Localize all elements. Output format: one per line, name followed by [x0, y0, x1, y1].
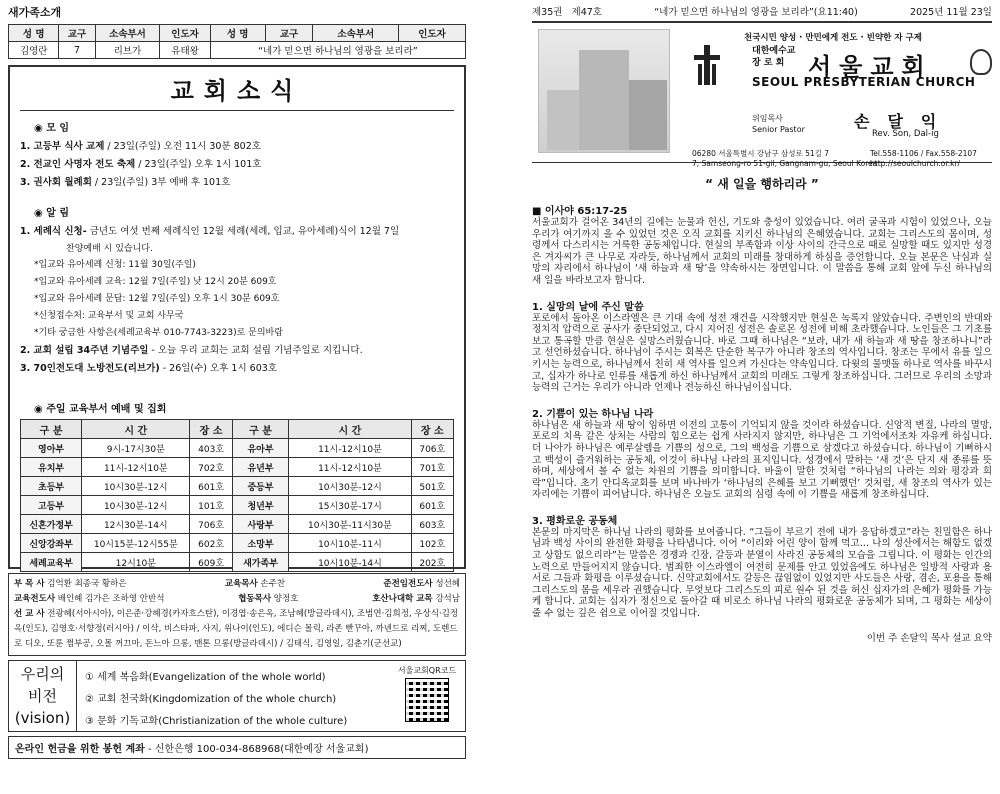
- vision-label: 우리의 비전 (vision): [9, 661, 77, 731]
- pastor-name: 손달익: [854, 112, 955, 131]
- church-name: 서울교회: [808, 52, 933, 81]
- bulletin-date: 2025년 11월 23일: [910, 7, 992, 18]
- cross-icon: [692, 45, 722, 85]
- sermon-footer: 이번 주 손달익 목사 설교 요약: [866, 632, 992, 644]
- header-verse: “네가 믿으면 하나님의 영광을 보리라”(요11:40): [654, 7, 858, 18]
- fam-motto: “네가 믿으면 하나님의 영광을 보리라”: [210, 42, 465, 59]
- notice-item: 1. 세례식 신청- 금년도 여섯 번째 세례식인 12월 세례(세례, 입교, 유아세례)식이 12월 7일: [20, 226, 400, 237]
- sermon-heading: 1. 실망의 날에 주신 말씀: [532, 301, 644, 313]
- notice-detail: *입교와 유아세례 문답: 12월 7일(주일) 오후 1시 30분 609호: [34, 294, 280, 304]
- fam-header: 교구: [59, 25, 95, 42]
- sermon-title: “ 새 일을 행하리라 ”: [705, 177, 819, 191]
- sched-header: 시 간: [82, 420, 190, 439]
- sermon-passage: ■ 이사야 65:17-25: [532, 206, 628, 217]
- emblem-icon: [970, 49, 992, 75]
- table-row: 고등부 10시30분-12시 101호 청년부 15시30분-17시 601호: [21, 496, 454, 515]
- staff-box: [8, 573, 466, 656]
- notice-detail: *신청접수처: 교육부서 및 교회 사무국: [34, 311, 184, 321]
- church-news-title: 교회소식: [20, 71, 454, 111]
- fam-header: 인도자: [160, 25, 210, 42]
- fam-header: 교구: [265, 25, 313, 42]
- bullet-icon: ◉: [34, 208, 47, 219]
- sermon-intro: 서울교회가 걸어온 34년의 길에는 눈물과 헌신, 기도와 충성이 있었습니다. 여러 굴곡과 시험이 있었으나, 오늘 우리가 여기까지 올 수 있었던 것은 오직 교회를 지키신 하나님의 은혜였습니다. 교회는 그리스도의 몸이며, 성령께서 다스리시는 거룩한 공동체입니다. 현실의 부족함과 이상 사이의 간극으로 때로 실망할 때도 있지만 성경은 겨자씨가 큰 나무로 자라듯, 하나님께서 교회의 미래를 창대하게 하심을 증언합니다. 오늘 본문은 낙심과 실망의 자리에서 하나님이 ‘새 하늘과 새 땅’을 약속하시는 장면입니다. 이 말씀을 통해 교회 앞에 두신 하나님의 새 일을 바라보고자 합니다.: [532, 217, 992, 286]
- sched-header: 장 소: [190, 420, 232, 439]
- table-row: 신혼가정부 12시30분-14시 706호 사랑부 10시30분-11시30분 603호: [21, 515, 454, 534]
- vision-item: ② 교회 천국화(Kingdomization of the whole church): [85, 694, 337, 705]
- website-link[interactable]: http://seoulchurch.or.kr/: [870, 159, 961, 168]
- issue: 제47호: [571, 7, 602, 18]
- fam-header: 인도자: [399, 25, 466, 42]
- notice-detail: *입교와 유아세례 교육: 12월 7일(주일) 낮 12시 20분 609호: [34, 277, 277, 287]
- staff-line: 교육전도사 배인혜 김가은 조하영 안반석 협동목사 양정호 호산나대학 교목 강석남: [14, 594, 460, 604]
- church-building-image: [538, 29, 670, 153]
- pastor-name-en: Rev. Son, Dal-ig: [872, 129, 939, 139]
- vision-item: ③ 문화 기독교화(Christianization of the whole culture): [85, 716, 348, 727]
- meeting-item: 2. 전교인 사명자 전도 축제 / 23일(주일) 오후 1시 101호: [20, 159, 262, 170]
- table-row: 신앙강좌부 10시15분-12시55분 602호 소망부 10시10분-11시 102호: [21, 534, 454, 553]
- new-family-title: 새가족소개: [8, 6, 62, 19]
- vision-item: ① 세계 복음화(Evangelization of the whole world): [85, 672, 326, 683]
- bullet-icon: ◉: [34, 404, 47, 415]
- table-row: 세례교육부 12시10분 609호 새가족부 10시10분-14시 202호: [21, 553, 454, 572]
- fam-header: 소속부서: [95, 25, 160, 42]
- table-row: 유치부 11시-12시10분 702호 유년부 11시-12시10분 701호: [21, 458, 454, 477]
- church-name-en: SEOUL PRESBYTERIAN CHURCH: [752, 75, 976, 89]
- denomination: 대한예수교 장 로 회: [752, 46, 796, 68]
- masthead: [532, 23, 992, 168]
- vision-box: [8, 660, 466, 732]
- notice-detail: *기타 궁금한 사항은(세례교육부 010-7743-3223)로 문의바람: [34, 328, 283, 338]
- new-family-table: [8, 24, 466, 59]
- fam-cell: 7: [59, 42, 95, 59]
- sermon-paragraph: 하나님은 새 하늘과 새 땅이 임하면 이전의 고통이 기억되지 않을 것이라 하셨습니다. 신앙적 변질, 나라의 멸망, 포로의 치욕 같은 상처는 사람의 힘으로는 쉽게 사라지지 않지만, 하나님은 그 기억에서조차 자유케 하십니다. 더 나아가 하나님은 예루살렘을 기쁨의 성으로, 그의 백성을 기쁨으로 삼겠다고 하셨습니다. 하나님이 기뻐하시고 백성이 즐거워하는 공동체, 이것이 하나님 나라의 표지입니다. 성경에서 말하는 ‘새 것’은 단지 새 종류를 뜻하며, 세상에서 볼 수 없는 차원의 기쁨을 의미합니다. 바울이 말한 것처럼 “하나님의 나라는 의와 평강과 희락”입니다. 초기 안디옥교회를 보며 바나바가 ‘하나님의 은혜를 보고 기뻐했던’ 것처럼, 새 창조의 역사가 있는 자리에는 기쁨이 피어납니다. 하나님은 오늘도 교회의 심령 속에 이 기쁨을 새롭게 창조하십니다.: [532, 419, 992, 501]
- meeting-item: 3. 권사회 월례회 / 23일(주일) 3부 예배 후 101호: [20, 177, 231, 188]
- qr-code-icon[interactable]: [405, 678, 449, 722]
- contact: Tel.558-1106 / Fax.558-2107 http://seoulchurch.or.kr/: [870, 149, 977, 168]
- missionaries: 선 교 사 전광혜(서아시아), 이은준·강혜경(카자흐스탄), 이경엽·송은옥, 조남혜(방글라데시), 조범연·김희정, 우상식·김정옥(인도), 김영호·서향정(러시아) / 이삭, 비스타파, 사지, 위나이(인도), 에디슨 몰릭, 라존 빤꾸아, 까넨드로 리찌, 도렌드로 디오, 또룬 쩜부공, 오몰 꺼끄마, 돈느아 므롱, 맨톤 므롱(방글라데시) / 김태식, 김영일, 김춘기(군선교): [14, 609, 459, 649]
- offering-account: 온라인 헌금을 위한 봉헌 계좌 - 신한은행 100-034-868968(대한예장 서울교회): [8, 736, 466, 759]
- table-row: 영아부 9시-17시30분 403호 유아부 11시-12시10분 706호: [21, 439, 454, 458]
- schedule-title: ◉ 주일 교육부서 예배 및 집회: [34, 404, 167, 415]
- sermon-paragraph: 포로에서 돌아온 이스라엘은 큰 기대 속에 성전 재건을 시작했지만 현실은 녹록지 않았습니다. 주변인의 반대와 정치적 압력으로 공사가 중단되었고, 다시 지어진 성전은 솔로몬 성전에 비해 초라했습니다. 노인들은 그 기초를 보고 통곡할 만큼 현실은 실망스러웠습니다. 바로 그때 하나님은 “보라, 내가 새 하늘과 새 땅을 창조하나니”라고 선언하셨습니다. 하나님이 주시는 회복은 단순한 복구가 아니라 창조의 역사입니다. 창조는 무에서 유를 일으키시는 능력으로, 하나님께서 친히 새 역사를 일으켜 가신다는 약속입니다. 다윗의 물맷돌 하나로 역사를 바꾸시고, 십자가 하나로 인류를 새롭게 하신 하나님께서 교회의 미래도 그렇게 창조하십니다. 그러므로 우리의 소망과 능력의 근거는 우리가 아니라 언제나 전능하신 하나님이십니다.: [532, 312, 992, 394]
- bullet-icon: ◉: [34, 123, 47, 134]
- qr-code-box: [393, 665, 461, 729]
- schedule-table: [20, 419, 454, 572]
- table-row: 초등부 10시30분-12시 601호 중등부 10시30분-12시 501호: [21, 477, 454, 496]
- sermon-heading: 3. 평화로운 공동체: [532, 515, 618, 527]
- fam-header: 성 명: [210, 25, 265, 42]
- sermon-heading: 2. 기쁨이 있는 하나님 나라: [532, 408, 654, 420]
- notices-title: ◉ 알 림: [34, 208, 70, 219]
- volume: 제35권: [532, 7, 563, 18]
- address: 06280 서울특별시 강남구 삼성로 51길 7 7, Samseong-ro 51-gil, Gangnam-gu, Seoul Korea: [692, 149, 878, 168]
- left-page: [8, 4, 466, 759]
- bulletin-header: [532, 4, 992, 23]
- sched-header: 구 분: [21, 420, 82, 439]
- vision-items: [85, 667, 347, 733]
- fam-cell: 김영란: [9, 42, 59, 59]
- sermon-paragraph: 본문의 마지막은 하나님 나라의 평화를 보여줍니다. “그들이 부르기 전에 내가 응답하겠고”라는 친밀함은 하나님과 백성 사이의 완전한 화평을 나타냅니다. 이어 “이리와 어린 양이 함께 먹고… 나의 성산에서는 해함도 없겠고 상함도 없으리라”는 말씀은 경쟁과 긴장, 갈등과 분열이 사라진 공동체의 모습을 그립니다. 이 평화는 인간의 노력으로 만들어지지 않습니다. 범죄한 이스라엘이 여전히 문제를 안고 있었음에도 하나님은 일방적 사랑과 용서로 그들과 화평을 이루셨습니다. 신약교회에서도 갈등은 끊임없이 있었지만 사도들은 사랑, 겸손, 포용을 통해 그리스도의 몸을 세우라 권했습니다. 무엇보다 그리스도의 피로 원수 된 것을 허신 십자가의 은혜가 평화를 가능케 합니다. 교회는 십자가 정신으로 돌아갈 때 비로소 하나님 나라의 평화로운 공동체가 되며, 그 평화는 세상이 줄 수 없는 깊은 쉼으로 이어질 것입니다.: [532, 526, 992, 620]
- meetings-title: ◉ 모 임: [34, 123, 70, 134]
- sched-header: 시 간: [289, 420, 411, 439]
- fam-cell: 리브가: [95, 42, 160, 59]
- notice-continued: 찬양예배 시 있습니다.: [66, 244, 153, 254]
- staff-line: 부 목 사 김억환 최종국 황하은 교육목사 손주찬 준전임전도사 성선혜: [14, 579, 460, 589]
- sched-header: 구 분: [232, 420, 288, 439]
- notice-item: 2. 교회 설립 34주년 기념주일 - 오늘 우리 교회는 교회 설립 기념주일로 지킵니다.: [20, 345, 363, 356]
- meeting-item: 1. 고등부 식사 교제 / 23일(주일) 오전 11시 30분 802호: [20, 141, 261, 152]
- sched-header: 장 소: [411, 420, 453, 439]
- qr-label: 서울교회QR코드: [397, 666, 457, 675]
- right-page: [532, 4, 992, 644]
- pastor-role: 위임목사 Senior Pastor: [752, 114, 805, 134]
- notice-item: 3. 70인전도대 노방전도(리브가) - 26일(수) 오후 1시 603호: [20, 363, 277, 374]
- fam-header: 성 명: [9, 25, 59, 42]
- notice-detail: *입교와 유아세례 신청: 11월 30일(주일): [34, 260, 196, 270]
- fam-cell: 유태왕: [160, 42, 210, 59]
- fam-header: 소속부서: [313, 25, 399, 42]
- church-news-box: [8, 65, 466, 569]
- tagline: 천국시민 양성 · 만민에게 전도 · 빈약한 자 구제: [744, 33, 922, 43]
